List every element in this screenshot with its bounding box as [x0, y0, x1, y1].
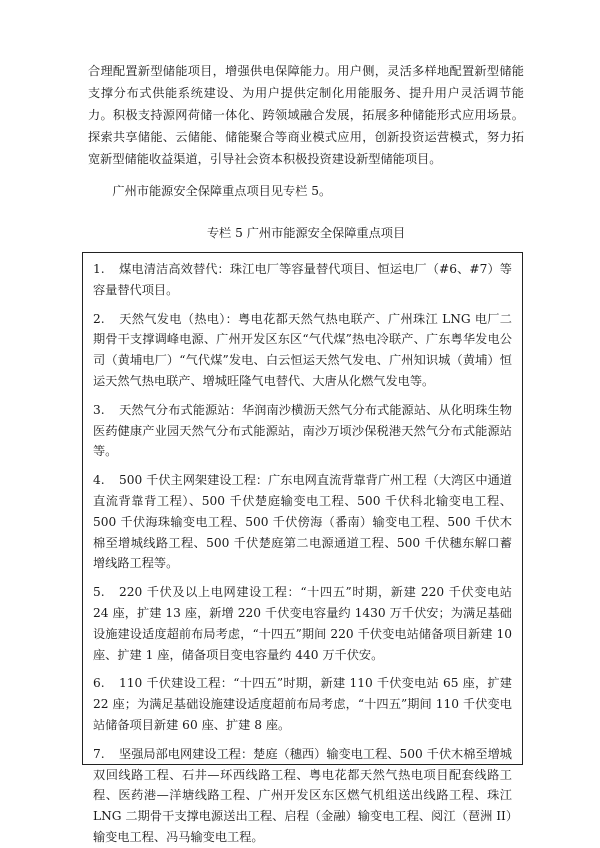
- item-text: 110 千伏建设工程：“十四五”时期，新建 110 千伏变电站 65 座，扩建 22 座；为满足基础设施建设适度超前布局考虑，“十四五”期间 110 千伏变电站储备项目新建 60 座、扩建 8 座。: [93, 676, 512, 732]
- column-box: [82, 252, 523, 844]
- intro-paragraph: 合理配置新型储能项目，增强供电保障能力。用户侧，灵活多样地配置新型储能支撑分布式供能系统建设、为用户提供定制化用能服务、提升用户灵活调节能力。积极支持源网荷储一体化、跨领域融合发展，拓展多种储能形式应用场景。探索共享储能、云储能、储能聚合等商业模式应用，创新投资运营模式，努力拓宽新型储能收益渠道，引导社会资本积极投资建设新型储能项目。: [88, 64, 524, 166]
- item-text: 坚强局部电网建设工程：楚庭（穗西）输变电工程、500 千伏木棉至增城双回线路工程、石井—环西线路工程、粤电花都天然气热电项目配套线路工程、医药港—洋塘线路工程、广州开发区东区燃气机组送出线路工程、珠江 LNG 二期骨干支撑电源送出工程、启程（金融）输变电工程、阅江（琶洲 II）输变电工程、冯马输变电工程。: [93, 746, 512, 844]
- item-number: 1.: [93, 262, 105, 276]
- column-title: 专栏 5 广州市能源安全保障重点项目: [206, 226, 406, 240]
- list-item: [93, 470, 512, 574]
- list-item: [93, 744, 512, 848]
- list-item: [93, 673, 512, 735]
- item-number: 2.: [93, 311, 105, 326]
- item-number: 3.: [93, 402, 105, 417]
- item-number: 4.: [93, 473, 105, 488]
- item-number: 6.: [93, 676, 105, 691]
- list-item: [93, 400, 512, 462]
- list-item: [93, 582, 512, 665]
- item-text: 500 千伏主网架建设工程：广东电网直流背靠背广州工程（大湾区中通道直流背靠背工程）、500 千伏楚庭输变电工程、500 千伏科北输变电工程、500 千伏海珠输变电工程、500 千伏傍海（番南）输变电工程、500 千伏木棉至增城线路工程、500 千伏楚庭第二电源通道工程、500 千伏穗东解口蓄增线路工程等。: [93, 473, 512, 571]
- list-item: [93, 259, 512, 301]
- item-text: 天然气分布式能源站：华润南沙横沥天然气分布式能源站、从化明珠生物医药健康产业园天然气分布式能源站，南沙万顷沙保税港天然气分布式能源站等。: [93, 402, 512, 459]
- item-number: 5.: [93, 585, 105, 600]
- item-number: 7.: [93, 746, 105, 761]
- item-text: 天然气发电（热电）：粤电花都天然气热电联产、广州珠江 LNG 电厂二期骨干支撑调峰电源、广州开发区东区“气代煤”热电冷联产、广东粤华发电公司（黄埔电厂）“气代煤”发电、白云恒运天然气发电、广州知识城（黄埔）恒运天然气热电联产、增城旺隆气电替代、大唐从化燃气发电等。: [93, 311, 512, 388]
- intro-section: [88, 60, 524, 202]
- item-text: 220 千伏及以上电网建设工程：“十四五”时期，新建 220 千伏变电站 24 座，扩建 13 座，新增 220 千伏变电容量约 1430 万千伏安；为满足基础设施建设适度超前布局考虑，“十四五”期间 220 千伏变电站储备项目新建 10 座、扩建 1 座，储备项目变电容量约 440 万千伏安。: [93, 585, 512, 662]
- list-item: [93, 309, 512, 392]
- column-reference: 广州市能源安全保障重点项目见专栏 5。: [112, 184, 332, 198]
- item-text: 煤电清洁高效替代：珠江电厂等容量替代项目、恒运电厂（#6、#7）等容量替代项目。: [93, 262, 512, 297]
